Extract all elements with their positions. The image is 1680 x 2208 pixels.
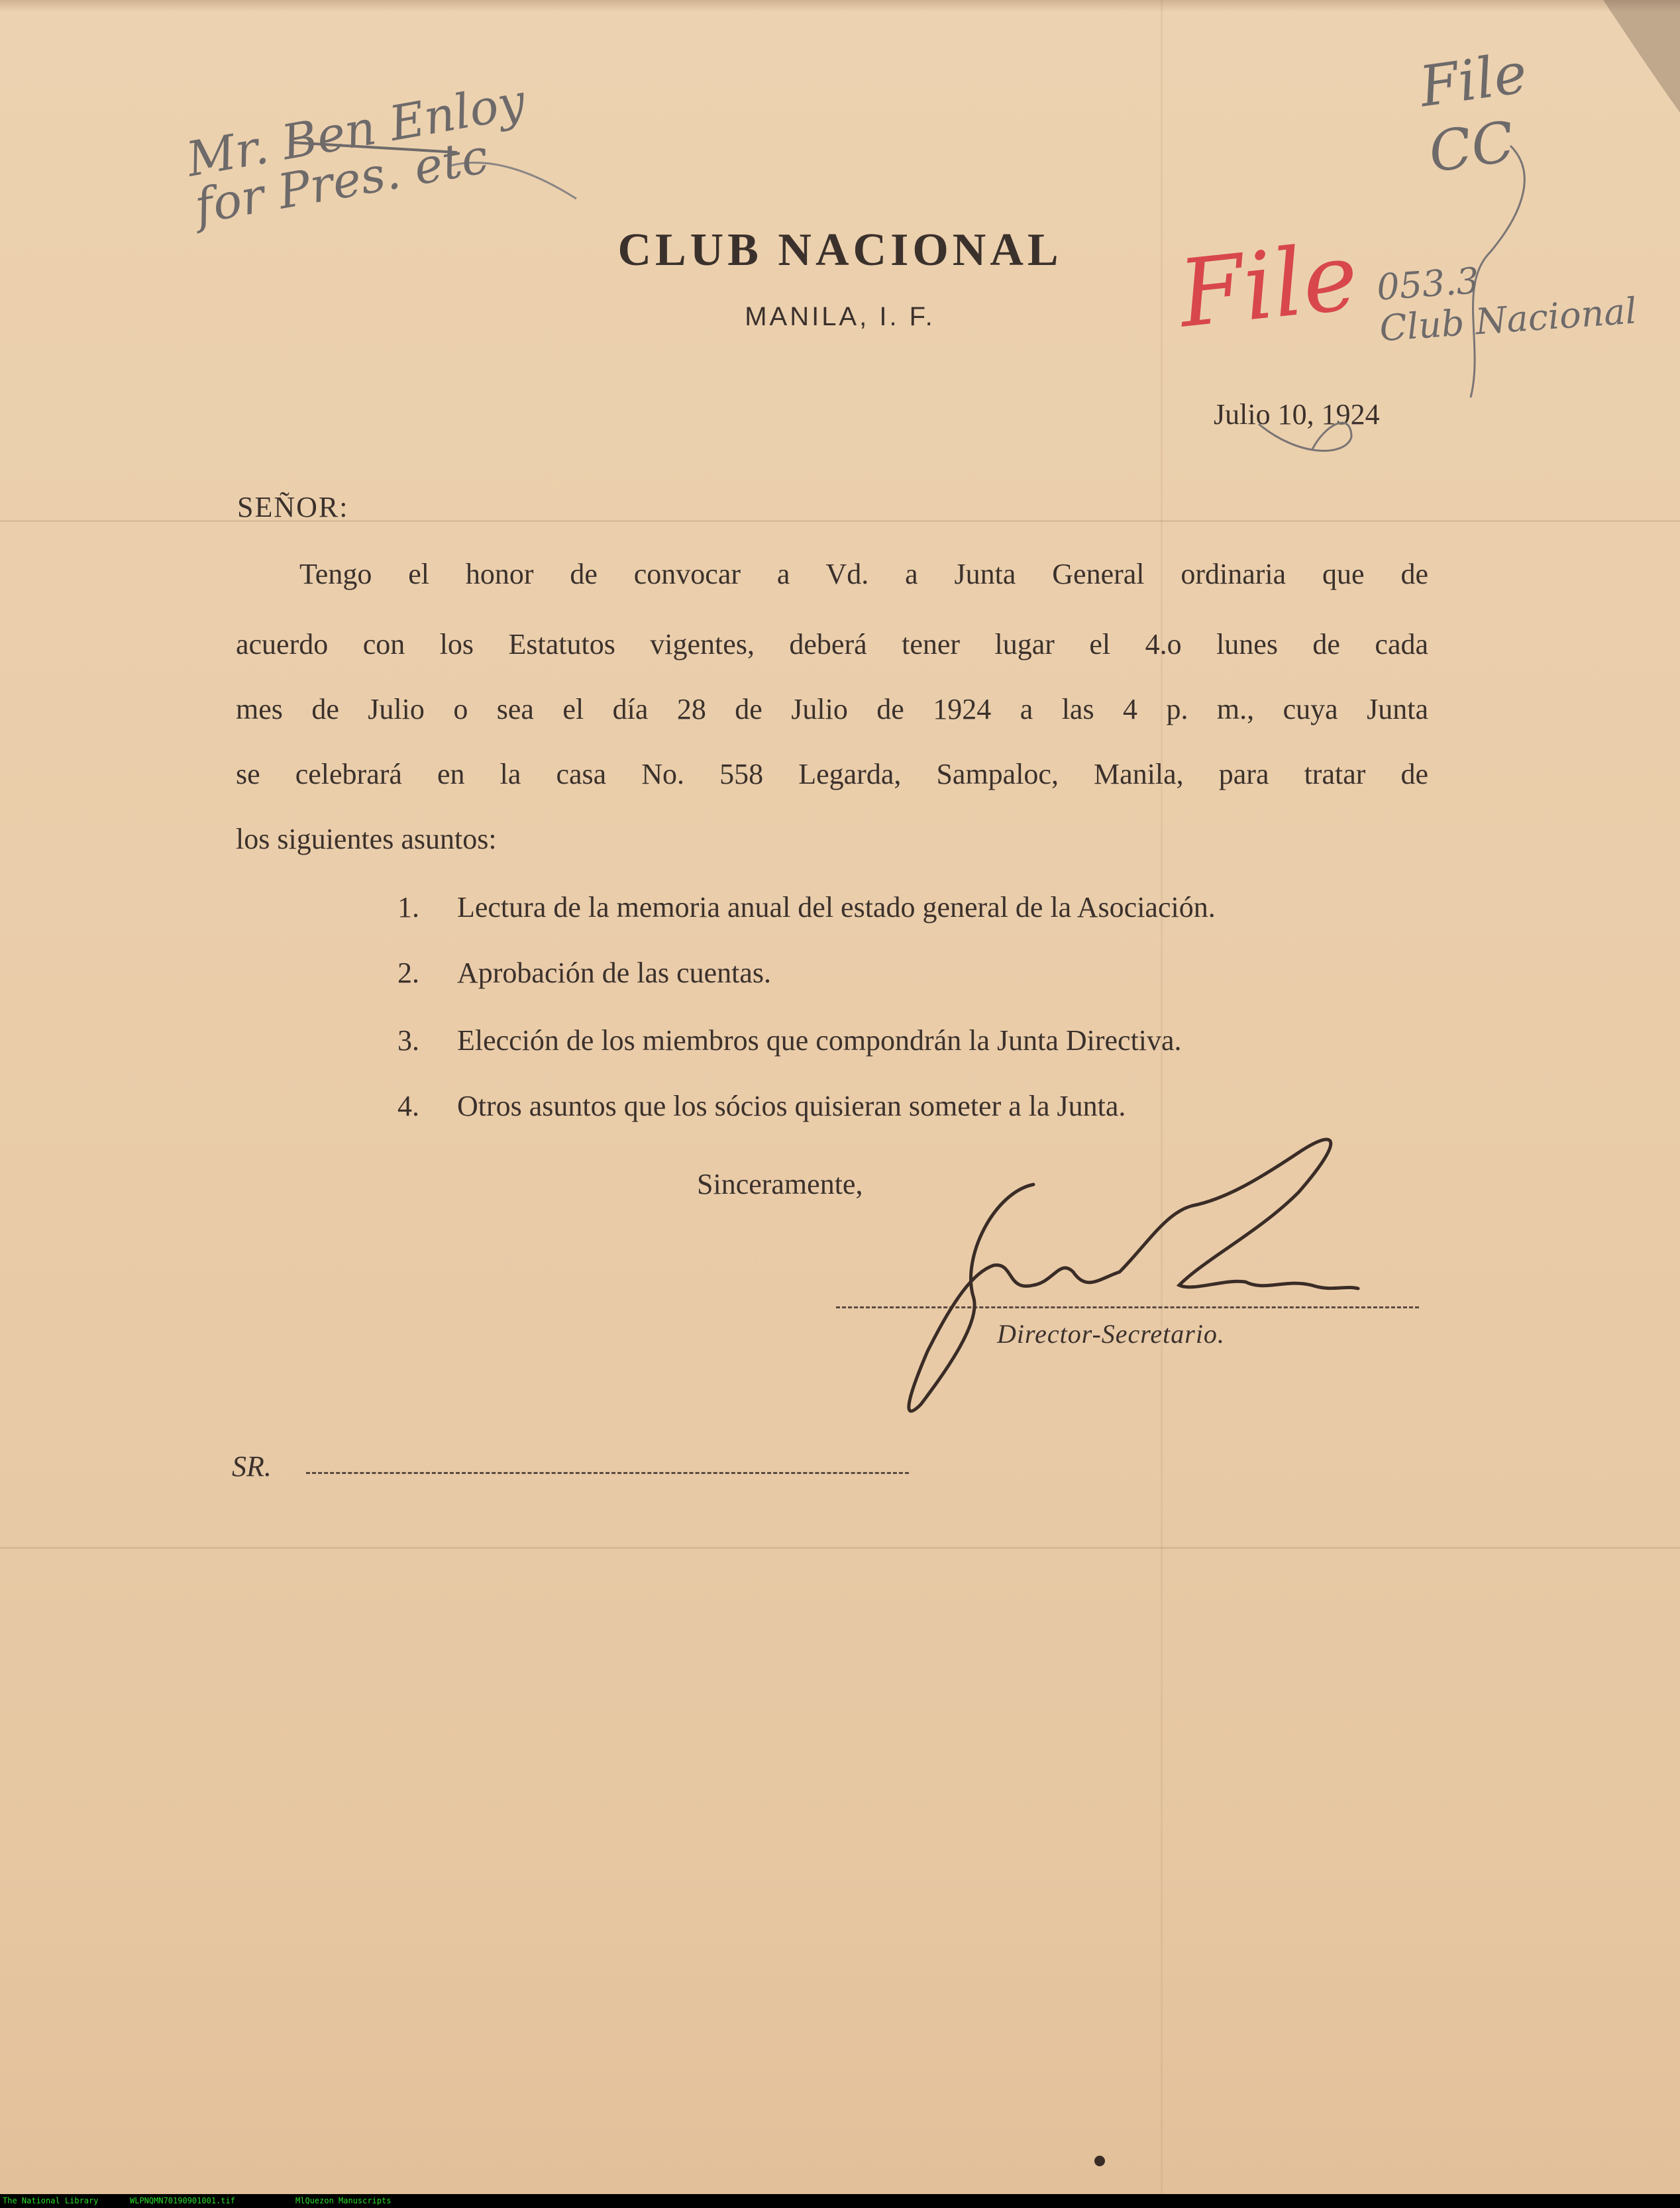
addressee-label: SR. xyxy=(232,1450,272,1483)
body-line: los siguientes asuntos: xyxy=(236,823,497,855)
agenda-item-number: 2. xyxy=(397,957,419,989)
signature-mark xyxy=(909,1139,1358,1411)
body-line: mes de Julio o sea el día 28 de Julio de 1924 a las 4 p. m., cuya Junta xyxy=(236,693,1428,725)
closing: Sinceramente, xyxy=(697,1168,863,1200)
footer-filename: WLPNQMN70190901001.tif xyxy=(130,2196,235,2205)
scan-footer xyxy=(0,2194,1680,2208)
signer-role: Director-Secretario. xyxy=(997,1319,1225,1349)
salutation: SEÑOR: xyxy=(237,491,349,523)
pencil-file-code: 053.3 Club Nacional xyxy=(1375,259,1638,350)
footer-collection: MlQuezon Manuscripts xyxy=(295,2196,392,2205)
pencil-note-top-right: File CC xyxy=(1416,40,1531,185)
letterhead-subtitle: MANILA, I. F. xyxy=(745,302,935,331)
agenda-item-text: Aprobación de las cuentas. xyxy=(457,957,772,989)
ink-dot xyxy=(1094,2156,1105,2166)
agenda-item-text: Otros asuntos que los sócios quisieran someter a la Junta. xyxy=(457,1090,1126,1122)
agenda-item-number: 3. xyxy=(397,1024,419,1057)
body-line: acuerdo con los Estatutos vigentes, deberá tener lugar el 4.o lunes de cada xyxy=(236,628,1428,660)
letterhead-title: CLUB NACIONAL xyxy=(617,225,1063,276)
agenda-item-number: 1. xyxy=(397,891,419,923)
pencil-scribble xyxy=(1259,423,1351,450)
agenda-item-number: 4. xyxy=(397,1090,419,1122)
agenda-item-text: Lectura de la memoria anual del estado general de la Asociación. xyxy=(457,891,1216,923)
agenda-item-text: Elección de los miembros que compondrán la Junta Directiva. xyxy=(457,1024,1182,1057)
pencil-note-top-left: Mr. Ben Enloy for Pres. etc xyxy=(182,73,529,235)
body-line: se celebrará en la casa No. 558 Legarda, Sampaloc, Manila, para tratar de xyxy=(236,758,1428,790)
red-file-mark: File xyxy=(1174,223,1363,349)
body-line: Tengo el honor de convocar a Vd. a Junta General ordinaria que de xyxy=(299,558,1428,590)
torn-corner xyxy=(1603,0,1680,113)
letter-date: Julio 10, 1924 xyxy=(1214,398,1380,431)
footer-library: The National Library xyxy=(3,2196,99,2205)
